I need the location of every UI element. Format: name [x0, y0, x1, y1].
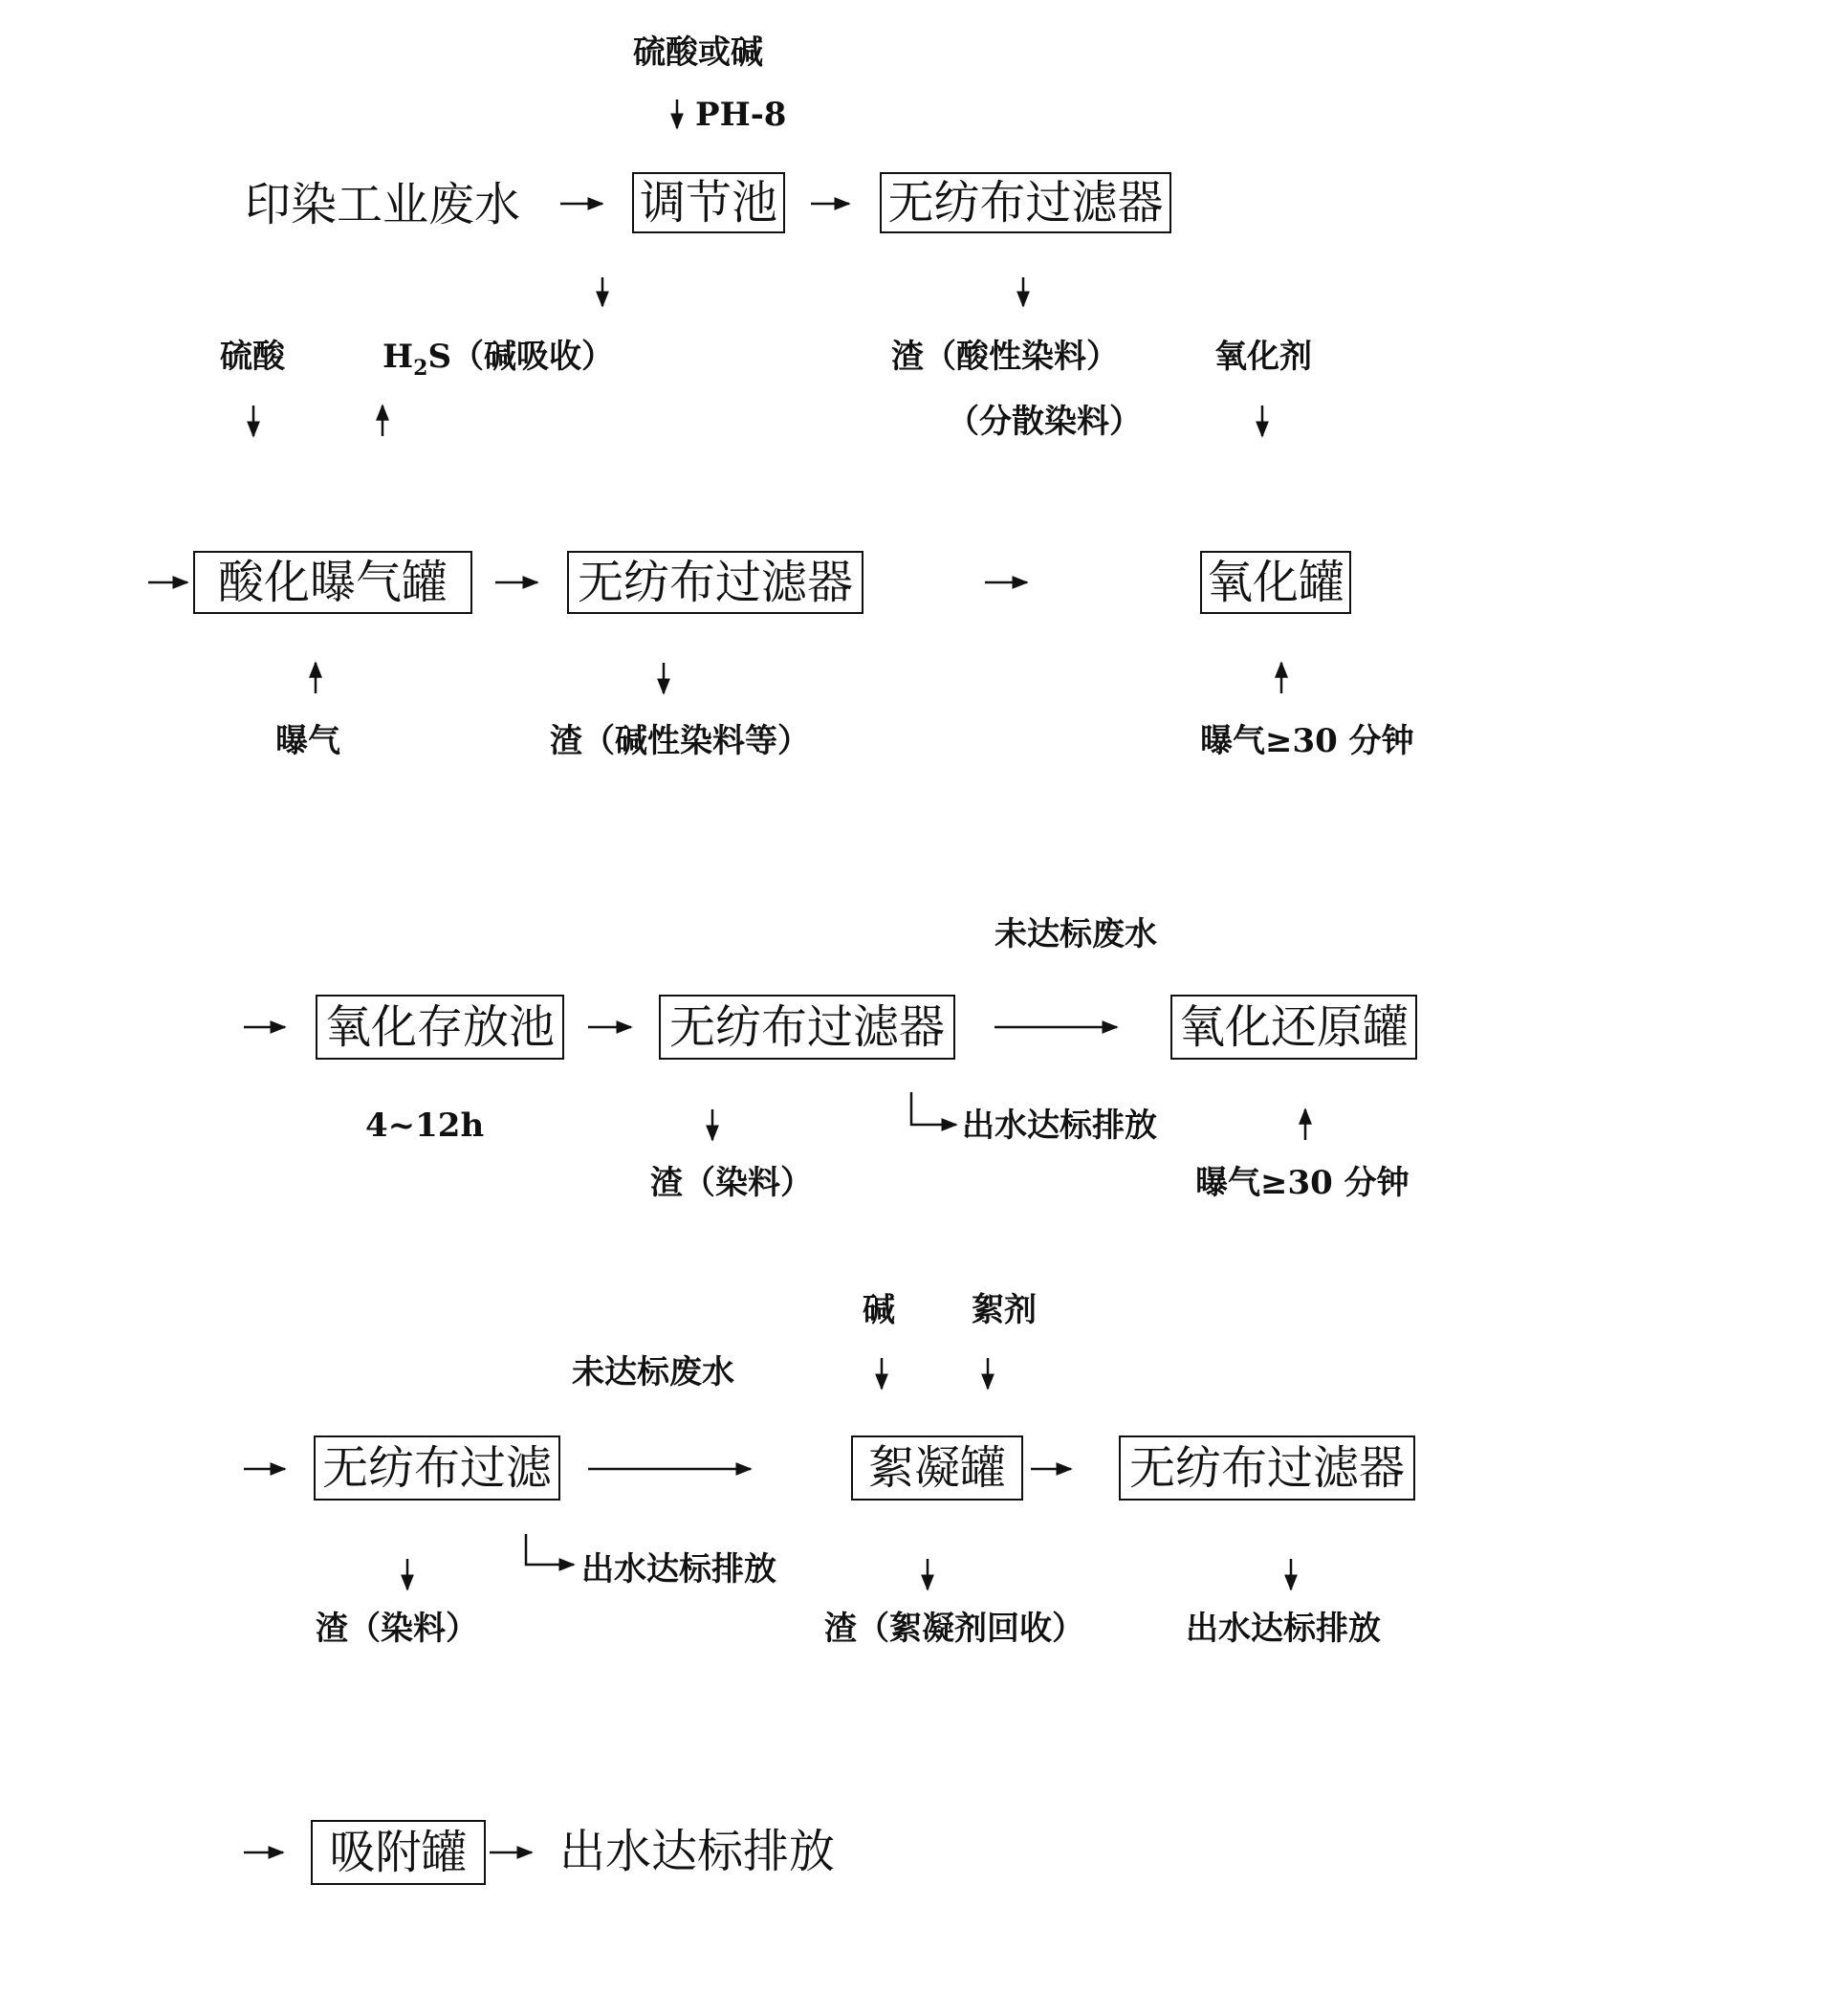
residue-acid-dye-label: 渣（酸性染料） — [891, 338, 1119, 376]
sulfuric-acid-or-alkali-label: 硫酸或碱 — [633, 33, 763, 72]
duration-label: 4~12h — [365, 1107, 485, 1145]
residue-dye-label-2: 渣（染料） — [316, 1610, 478, 1648]
residue-dye-label-1: 渣（染料） — [650, 1164, 813, 1202]
substandard-wastewater-label-2: 未达标废水 — [572, 1353, 734, 1391]
ph-label: PH-8 — [695, 96, 787, 134]
aeration-label: 曝气 — [275, 722, 340, 760]
adsorption-tank-box: 吸附罐 — [311, 1820, 486, 1885]
oxidation-tank-box: 氧化罐 — [1200, 551, 1351, 614]
h2s-label: $H_2S$（碱吸收） — [382, 338, 614, 381]
filter-box-5: 无纺布过滤器 — [1119, 1435, 1415, 1501]
filter-box-1: 无纺布过滤器 — [880, 172, 1171, 233]
aeration-30-label-2: 曝气≥30 分钟 — [1195, 1164, 1410, 1202]
substandard-wastewater-label: 未达标废水 — [994, 915, 1157, 953]
discharge-label-3: 出水达标排放 — [1186, 1610, 1381, 1648]
flocculation-tank-box: 絮凝罐 — [851, 1435, 1023, 1501]
filter-box-2: 无纺布过滤器 — [567, 551, 863, 614]
disperse-dye-label: （分散染料） — [947, 403, 1142, 441]
oxidant-label: 氧化剂 — [1214, 338, 1312, 376]
discharge-label-2: 出水达标排放 — [581, 1550, 776, 1589]
flocculant-label: 絮剂 — [972, 1291, 1037, 1329]
acid-aeration-tank-box: 酸化曝气罐 — [193, 551, 472, 614]
arrow-filter3-discharge — [911, 1092, 956, 1125]
source-label: 印染工业废水 — [245, 178, 521, 231]
alkali-label: 碱 — [863, 1291, 895, 1329]
aeration-30-label: 曝气≥30 分钟 — [1200, 722, 1414, 760]
sulfuric-acid-label: 硫酸 — [220, 338, 285, 376]
discharge-label-1: 出水达标排放 — [962, 1107, 1157, 1145]
filter-box-4: 无纺布过滤 — [314, 1435, 560, 1501]
redox-tank-box: 氧化还原罐 — [1170, 995, 1417, 1060]
residue-flocculant-label: 渣（絮凝剂回收） — [824, 1610, 1084, 1648]
arrow-filter4-discharge — [526, 1534, 574, 1565]
filter-box-3: 无纺布过滤器 — [659, 995, 955, 1060]
final-discharge-label: 出水达标排放 — [559, 1825, 836, 1878]
oxidation-storage-pool-box: 氧化存放池 — [316, 995, 564, 1060]
regulating-pool-box: 调节池 — [632, 172, 785, 233]
residue-basic-dye-label: 渣（碱性染料等） — [550, 722, 810, 760]
